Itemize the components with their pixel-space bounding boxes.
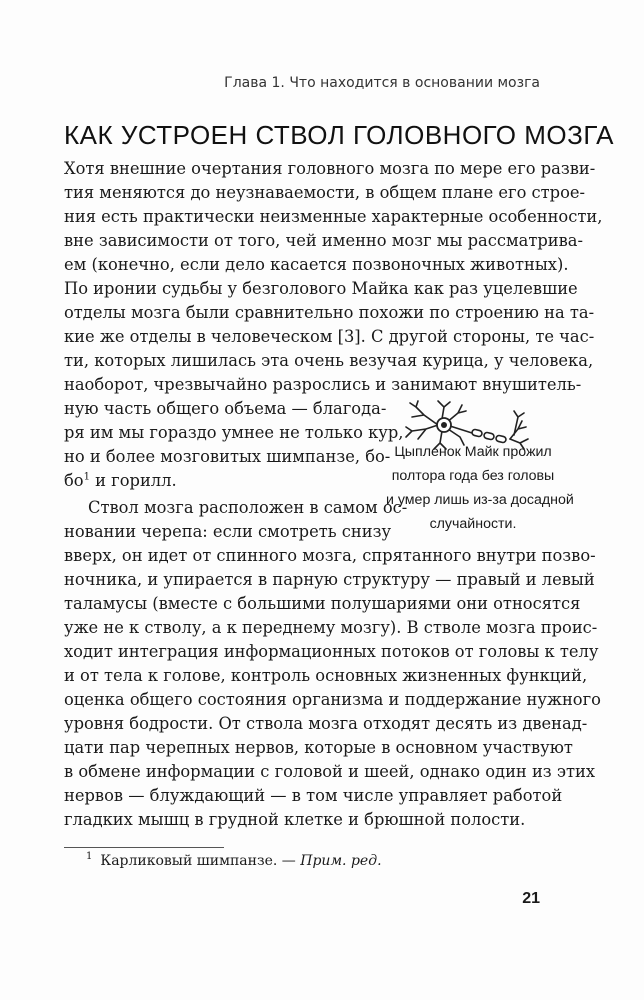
footnote-editor-note: Прим. ред.	[300, 853, 382, 869]
body-line: ходит интеграция информационных потоков от головы к телу	[64, 642, 599, 661]
body-line: в обмене информации с головой и шеей, однако один из этих	[64, 762, 596, 781]
body-line: ную часть общего объема — благода-	[64, 399, 387, 418]
body-line: и от тела к голове, контроль основных жизненных функций,	[64, 666, 588, 685]
body-line: Ствол мозга расположен в самом ос-	[88, 498, 408, 517]
body-line: кие же отделы в человеческом [3]. С другой стороны, те час-	[64, 327, 595, 346]
body-line: ти, которых лишилась эта очень везучая курица, у человека,	[64, 351, 594, 370]
body-line: вверх, он идет от спинного мозга, спрятанного внутри позво-	[64, 546, 596, 565]
body-line-start: бо	[64, 471, 84, 490]
body-line	[64, 469, 364, 493]
body-line: уже не к стволу, а к переднему мозгу). В стволе мозга проис-	[64, 618, 598, 637]
body-line: вне зависимости от того, чей именно мозг мы рассматрива-	[64, 231, 583, 250]
page-number: 21	[522, 890, 540, 907]
caption-line: и умер лишь из-за досадной	[386, 492, 574, 508]
footnote-text: Карликовый шимпанзе. —	[100, 853, 301, 869]
body-line: По иронии судьбы у безголового Майка как раз уцелевшие	[64, 279, 578, 298]
footnote-rule	[64, 847, 224, 848]
body-line: уровня бодрости. От ствола мозга отходят десять из двенад-	[64, 714, 588, 733]
body-line: наоборот, чрезвычайно разрослись и занимают внушитель-	[64, 375, 582, 394]
body-line: цати пар черепных нервов, которые в основном участвуют	[64, 738, 573, 757]
body-line: таламусы (вместе с большими полушариями они относятся	[64, 594, 581, 613]
footnote	[86, 851, 382, 871]
body-line-end: и горилл.	[89, 471, 177, 490]
footnote-marker: 1	[83, 471, 90, 483]
body-line: Хотя внешние очертания головного мозга по мере его разви-	[64, 159, 596, 178]
body-line: ночника, и упирается в парную структуру — правый и левый	[64, 570, 595, 589]
body-line: ния есть практически неизменные характерные особенности,	[64, 207, 603, 226]
body-line: гладких мышц в грудной клетке и брюшной полости.	[64, 810, 526, 829]
body-line: оценка общего состояния организма и поддержание нужного	[64, 690, 601, 709]
body-line: новании черепа: если смотреть снизу	[64, 522, 392, 541]
body-line: нервов — блуждающий — в том числе управляет работой	[64, 786, 563, 805]
caption-line: полтора года без головы	[391, 468, 555, 484]
body-line: ем (конечно, если дело касается позвоночных животных).	[64, 255, 569, 274]
body-line: ря им мы гораздо умнее не только кур,	[64, 423, 404, 442]
running-head: Глава 1. Что находится в основании мозга	[224, 75, 540, 91]
caption-line: случайности.	[429, 516, 517, 532]
body-line: тия меняются до неузнаваемости, в общем плане его строе-	[64, 183, 586, 202]
caption-line: Цыпленок Майк прожил	[394, 444, 552, 460]
body-line: но и более мозговитых шимпанзе, бо-	[64, 447, 391, 466]
footnote-number: 1	[86, 851, 93, 863]
section-heading: КАК УСТРОЕН СТВОЛ ГОЛОВНОГО МОЗГА	[64, 120, 615, 150]
body-line: отделы мозга были сравнительно похожи по строению на та-	[64, 303, 595, 322]
